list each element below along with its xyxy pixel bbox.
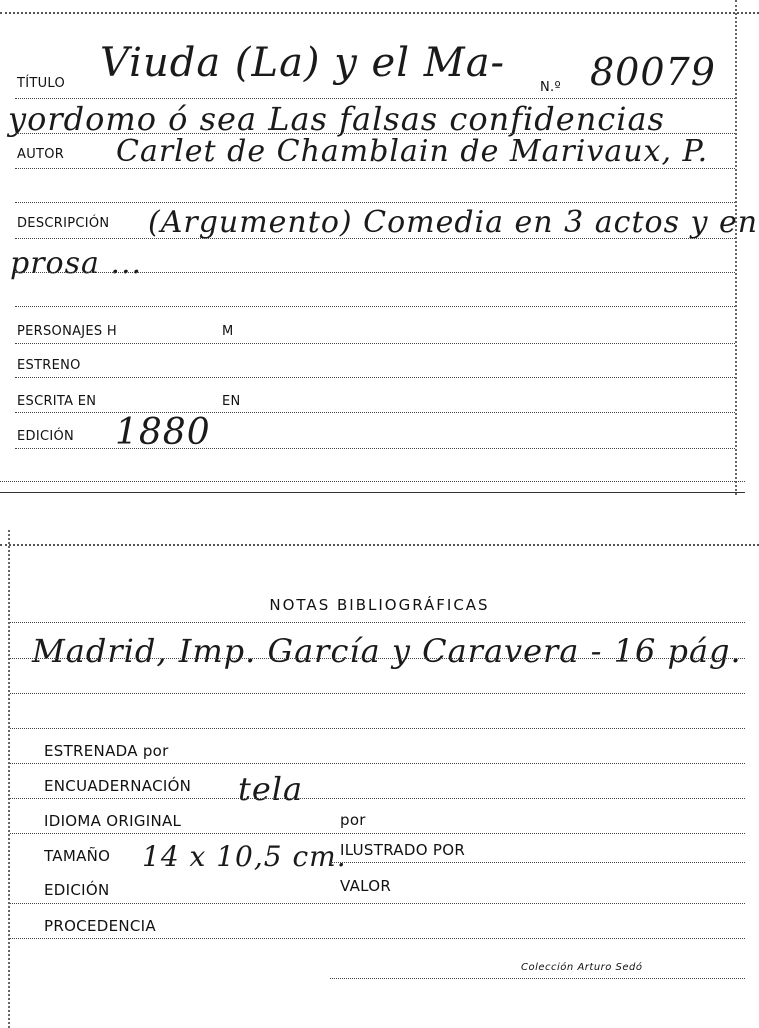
- titulo-label: TÍTULO: [17, 76, 66, 91]
- personajes-h-label: PERSONAJES H: [17, 324, 117, 339]
- back-top-edge: [0, 544, 759, 546]
- card-bottom-edge: [0, 492, 745, 493]
- idioma-line: [10, 833, 745, 834]
- personajes-line: [15, 343, 735, 344]
- tamano-label: TAMAÑO: [44, 847, 111, 865]
- descripcion-value-line1: (Argumento) Comedia en 3 actos y en: [148, 205, 759, 240]
- credit-line: [330, 978, 745, 979]
- notas-line-2: [10, 658, 745, 659]
- numero-value: 80079: [590, 50, 716, 94]
- encuadernacion-value: tela: [238, 770, 304, 808]
- descripcion-line: [15, 238, 735, 239]
- card-bottom-rule: [0, 481, 745, 482]
- por-label: por: [340, 811, 366, 829]
- autor-line: [15, 168, 735, 169]
- notas-line: [10, 622, 745, 623]
- card-front: [0, 0, 759, 495]
- notas-line-3: [10, 693, 745, 694]
- edicion-line: [15, 448, 735, 449]
- escrita-en-label: ESCRITA EN: [17, 394, 97, 409]
- estrenada-label: ESTRENADA por: [44, 742, 169, 760]
- card-top-edge: [0, 12, 759, 14]
- procedencia-label: PROCEDENCIA: [44, 917, 156, 935]
- encuadernacion-line: [10, 798, 745, 799]
- edicion-back-label: EDICIÓN: [44, 881, 110, 899]
- encuadernacion-label: ENCUADERNACIÓN: [44, 777, 192, 795]
- autor-label: AUTOR: [17, 147, 65, 162]
- autor-value: Carlet de Chamblain de Marivaux, P.: [116, 134, 709, 169]
- estrenada-line: [10, 763, 745, 764]
- card-back: [0, 530, 759, 1028]
- notas-value: Madrid, Imp. García y Caravera - 16 pág.: [32, 632, 742, 670]
- titulo-value-line1: Viuda (La) y el Ma-: [100, 40, 506, 86]
- edicion-label: EDICIÓN: [17, 429, 75, 444]
- notas-heading: NOTAS BIBLIOGRÁFICAS: [269, 596, 490, 614]
- tamano-value: 14 x 10,5 cm.: [142, 840, 347, 873]
- ilustrado-label: ILUSTRADO POR: [340, 841, 466, 859]
- estreno-line: [15, 377, 735, 378]
- personajes-m-label: M: [222, 324, 234, 339]
- card-right-edge: [735, 0, 737, 495]
- descripcion-line-2: [15, 272, 735, 273]
- descripcion-line-3: [15, 306, 735, 307]
- procedencia-line: [10, 938, 745, 939]
- titulo-value-line2: yordomo ó sea Las falsas confidencias: [8, 100, 665, 138]
- estreno-label: ESTRENO: [17, 358, 81, 373]
- numero-label: N.º: [540, 80, 561, 95]
- collection-credit: Colección Arturo Sedó: [521, 962, 643, 973]
- valor-label: VALOR: [340, 877, 392, 895]
- titulo-line: [15, 98, 735, 99]
- ilustrado-line: [330, 862, 745, 863]
- descripcion-value-line2: prosa ...: [10, 246, 143, 281]
- notas-line-4: [10, 728, 745, 729]
- autor-line-2: [15, 202, 735, 203]
- descripcion-label: DESCRIPCIÓN: [17, 216, 110, 231]
- escrita-en-2-label: EN: [222, 394, 241, 409]
- edicion-back-line: [10, 903, 745, 904]
- edicion-value: 1880: [115, 412, 211, 453]
- idioma-label: IDIOMA ORIGINAL: [44, 812, 182, 830]
